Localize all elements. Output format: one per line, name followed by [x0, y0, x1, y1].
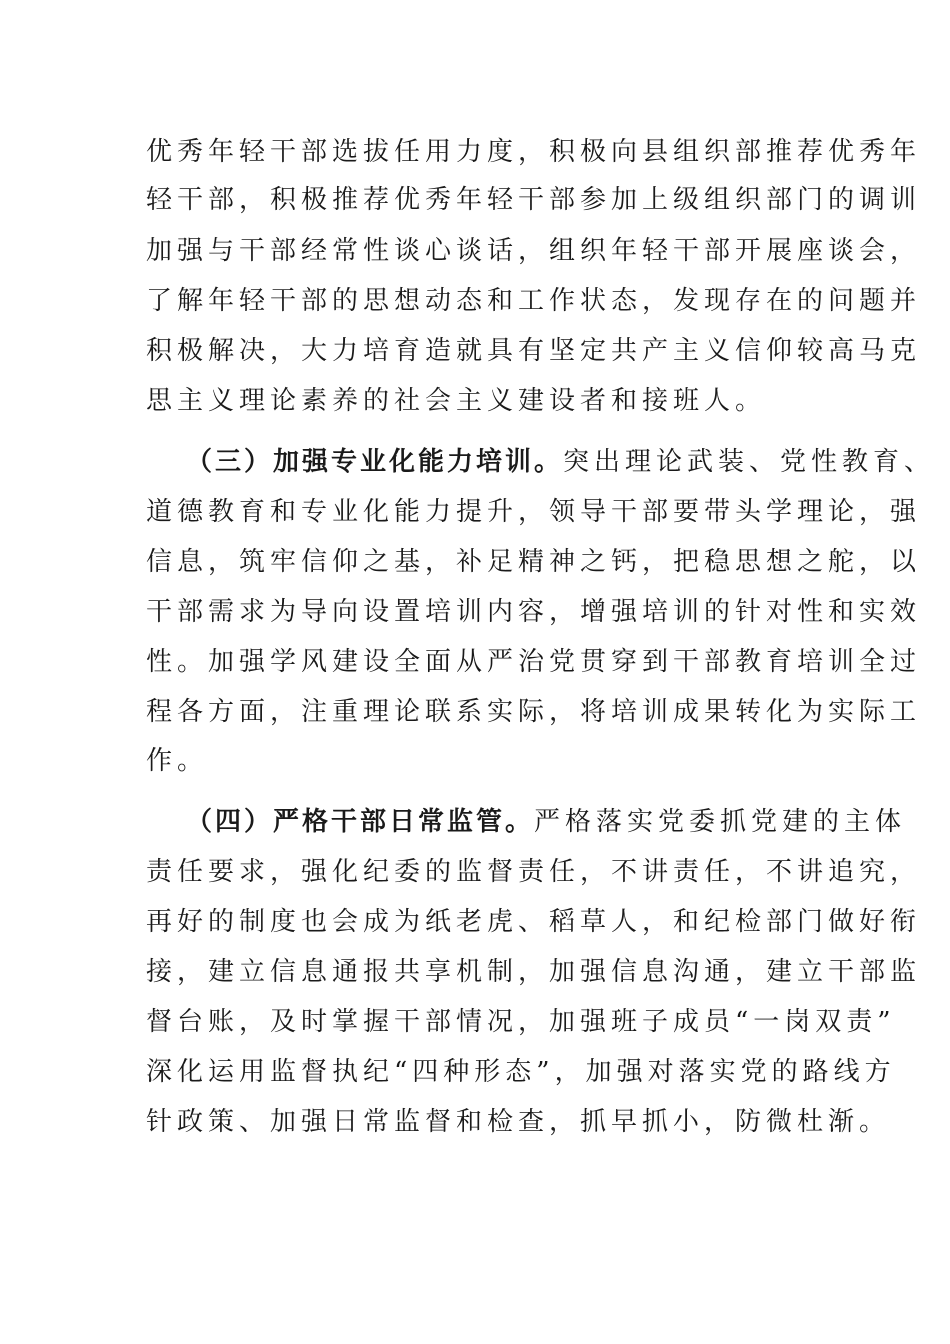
section-4-first-line [186, 807, 906, 837]
section-3-first-line [186, 447, 935, 477]
section-4-heading: （四）严格干部日常监管。 [186, 807, 535, 837]
paragraph-line: 接，建立信息通报共享机制，加强信息沟通，建立干部监 [146, 957, 922, 987]
paragraph-line: 性。加强学风建设全面从严治党贯穿到干部教育培训全过 [146, 647, 922, 677]
paragraph-line: 针政策、加强日常监督和检查，抓早抓小，防微杜渐。 [146, 1107, 891, 1137]
paragraph-line: 道德教育和专业化能力提升，领导干部要带头学理论，强 [146, 497, 922, 527]
section-3-first-line-text: 突出理论武装、党性教育、 [563, 447, 936, 477]
section-3-heading: （三）加强专业化能力培训。 [186, 447, 564, 477]
paragraph-line: 再好的制度也会成为纸老虎、稻草人，和纪检部门做好衔 [146, 907, 922, 937]
paragraph-line: 干部需求为导向设置培训内容，增强培训的针对性和实效 [146, 597, 922, 627]
paragraph-line: 作。 [146, 746, 209, 776]
paragraph-line: 督台账，及时掌握干部情况，加强班子成员“一岗双责” [146, 1007, 896, 1037]
paragraph-line: 深化运用监督执纪“四种形态”，加强对落实党的路线方 [146, 1057, 896, 1087]
paragraph-line: 了解年轻干部的思想动态和工作状态，发现存在的问题并 [146, 286, 922, 316]
paragraph-line: 优秀年轻干部选拔任用力度，积极向县组织部推荐优秀年 [146, 137, 922, 167]
paragraph-line: 信息，筑牢信仰之基，补足精神之钙，把稳思想之舵，以 [146, 547, 922, 577]
paragraph-line: 思主义理论素养的社会主义建设者和接班人。 [146, 386, 767, 416]
section-4-first-line-text: 严格落实党委抓党建的主体 [534, 807, 907, 837]
paragraph-line: 轻干部，积极推荐优秀年轻干部参加上级组织部门的调训 [146, 185, 922, 215]
paragraph-line: 责任要求，强化纪委的监督责任，不讲责任，不讲追究， [146, 857, 922, 887]
paragraph-line: 积极解决，大力培育造就具有坚定共产主义信仰较高马克 [146, 336, 922, 366]
paragraph-line: 加强与干部经常性谈心谈话，组织年轻干部开展座谈会， [146, 236, 922, 266]
paragraph-line: 程各方面，注重理论联系实际，将培训成果转化为实际工 [146, 697, 922, 727]
